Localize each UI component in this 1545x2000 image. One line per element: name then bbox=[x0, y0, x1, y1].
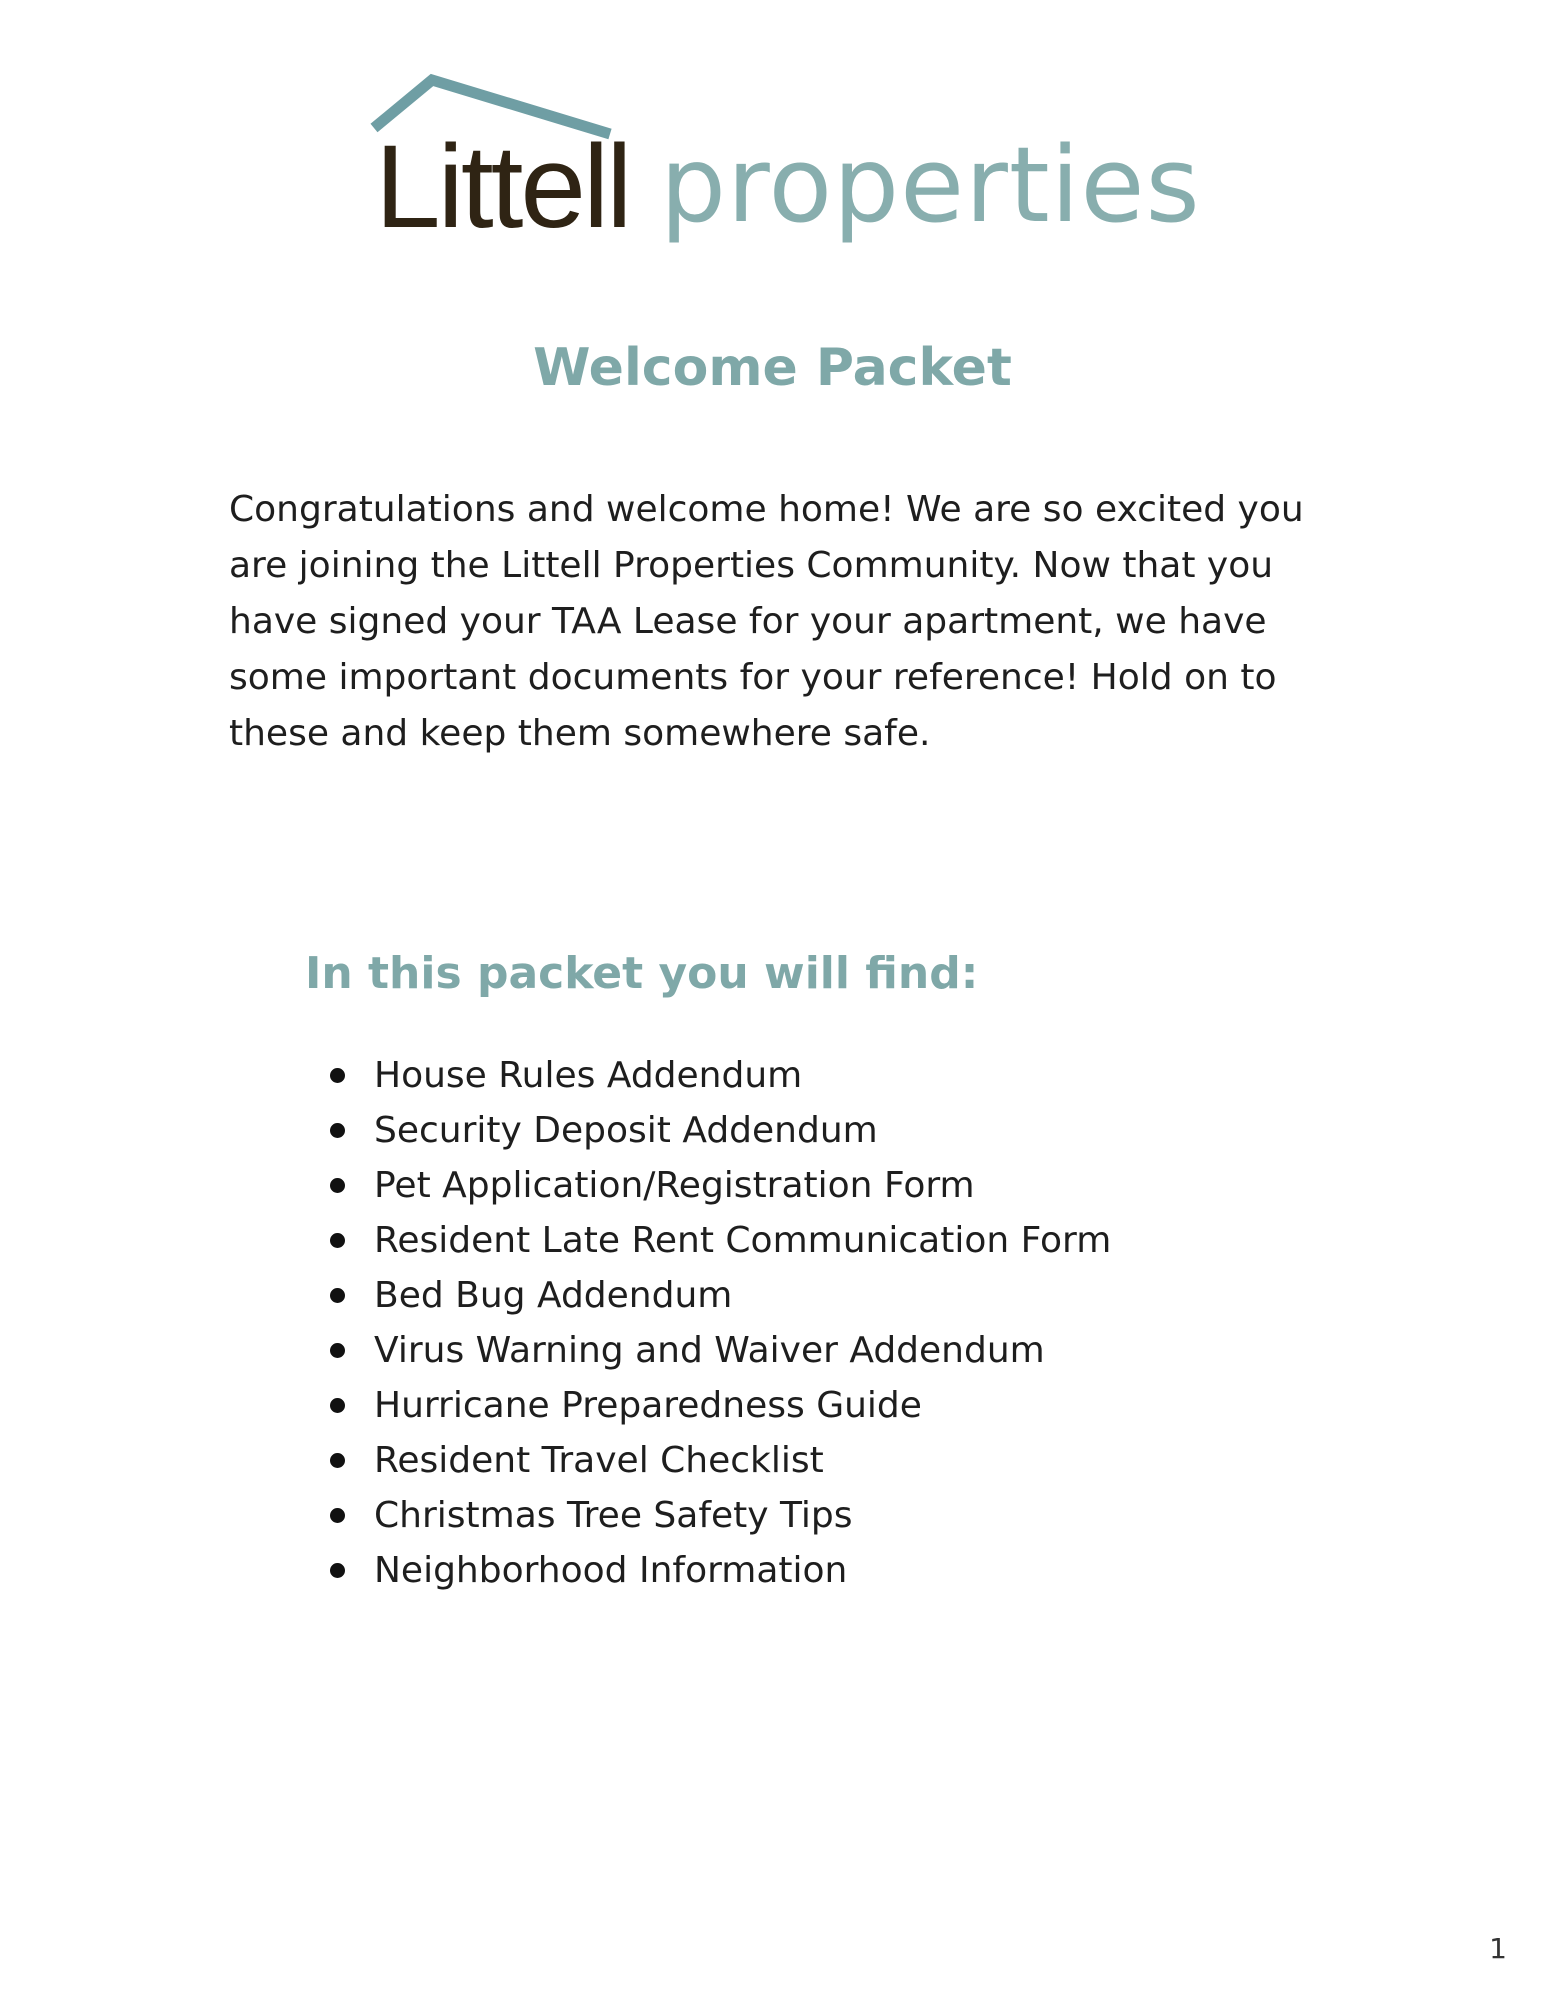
bullet-icon bbox=[330, 1233, 345, 1248]
list-item bbox=[320, 1433, 1111, 1488]
list-item-label: Neighborhood Information bbox=[374, 1550, 848, 1591]
list-item-label: Bed Bug Addendum bbox=[374, 1275, 733, 1316]
list-item bbox=[320, 1213, 1111, 1268]
list-item bbox=[320, 1323, 1111, 1378]
bullet-icon bbox=[330, 1178, 345, 1193]
list-item-label: Pet Application/Registration Form bbox=[374, 1165, 975, 1206]
list-item-label: Hurricane Preparedness Guide bbox=[374, 1385, 922, 1426]
logo-word-properties: properties bbox=[660, 124, 1201, 246]
page-title: Welcome Packet bbox=[533, 338, 1012, 398]
company-logo bbox=[370, 70, 1201, 253]
bullet-icon bbox=[330, 1068, 345, 1083]
list-item bbox=[320, 1488, 1111, 1543]
bullet-icon bbox=[330, 1508, 345, 1523]
list-item bbox=[320, 1158, 1111, 1213]
bullet-icon bbox=[330, 1453, 345, 1468]
list-item-label: Virus Warning and Waiver Addendum bbox=[374, 1330, 1045, 1371]
bullet-icon bbox=[330, 1343, 345, 1358]
list-item bbox=[320, 1268, 1111, 1323]
packet-contents-heading: In this packet you will find: bbox=[305, 948, 979, 999]
bullet-icon bbox=[330, 1398, 345, 1413]
bullet-icon bbox=[330, 1563, 345, 1578]
list-item bbox=[320, 1378, 1111, 1433]
list-item-label: Resident Travel Checklist bbox=[374, 1440, 824, 1481]
list-item bbox=[320, 1048, 1111, 1103]
bullet-icon bbox=[330, 1123, 345, 1138]
list-item-label: Christmas Tree Safety Tips bbox=[374, 1495, 853, 1536]
list-item-label: Resident Late Rent Communication Form bbox=[374, 1220, 1112, 1261]
logo-word-littell: Littell bbox=[375, 121, 630, 253]
intro-paragraph: Congratulations and welcome home! We are so excited you are joining the Littell Properties Community. Now that you have signed your TAA Lease for your apartment, we have some important documents for your reference! Hold on to these and keep them somewhere safe. bbox=[229, 489, 1304, 754]
list-item-label: House Rules Addendum bbox=[374, 1055, 803, 1096]
list-item bbox=[320, 1543, 1111, 1598]
page-number: 1 bbox=[1489, 1932, 1507, 1965]
list-item bbox=[320, 1103, 1111, 1158]
packet-contents-list bbox=[320, 1048, 1111, 1598]
bullet-icon bbox=[330, 1288, 345, 1303]
list-item-label: Security Deposit Addendum bbox=[374, 1110, 878, 1151]
